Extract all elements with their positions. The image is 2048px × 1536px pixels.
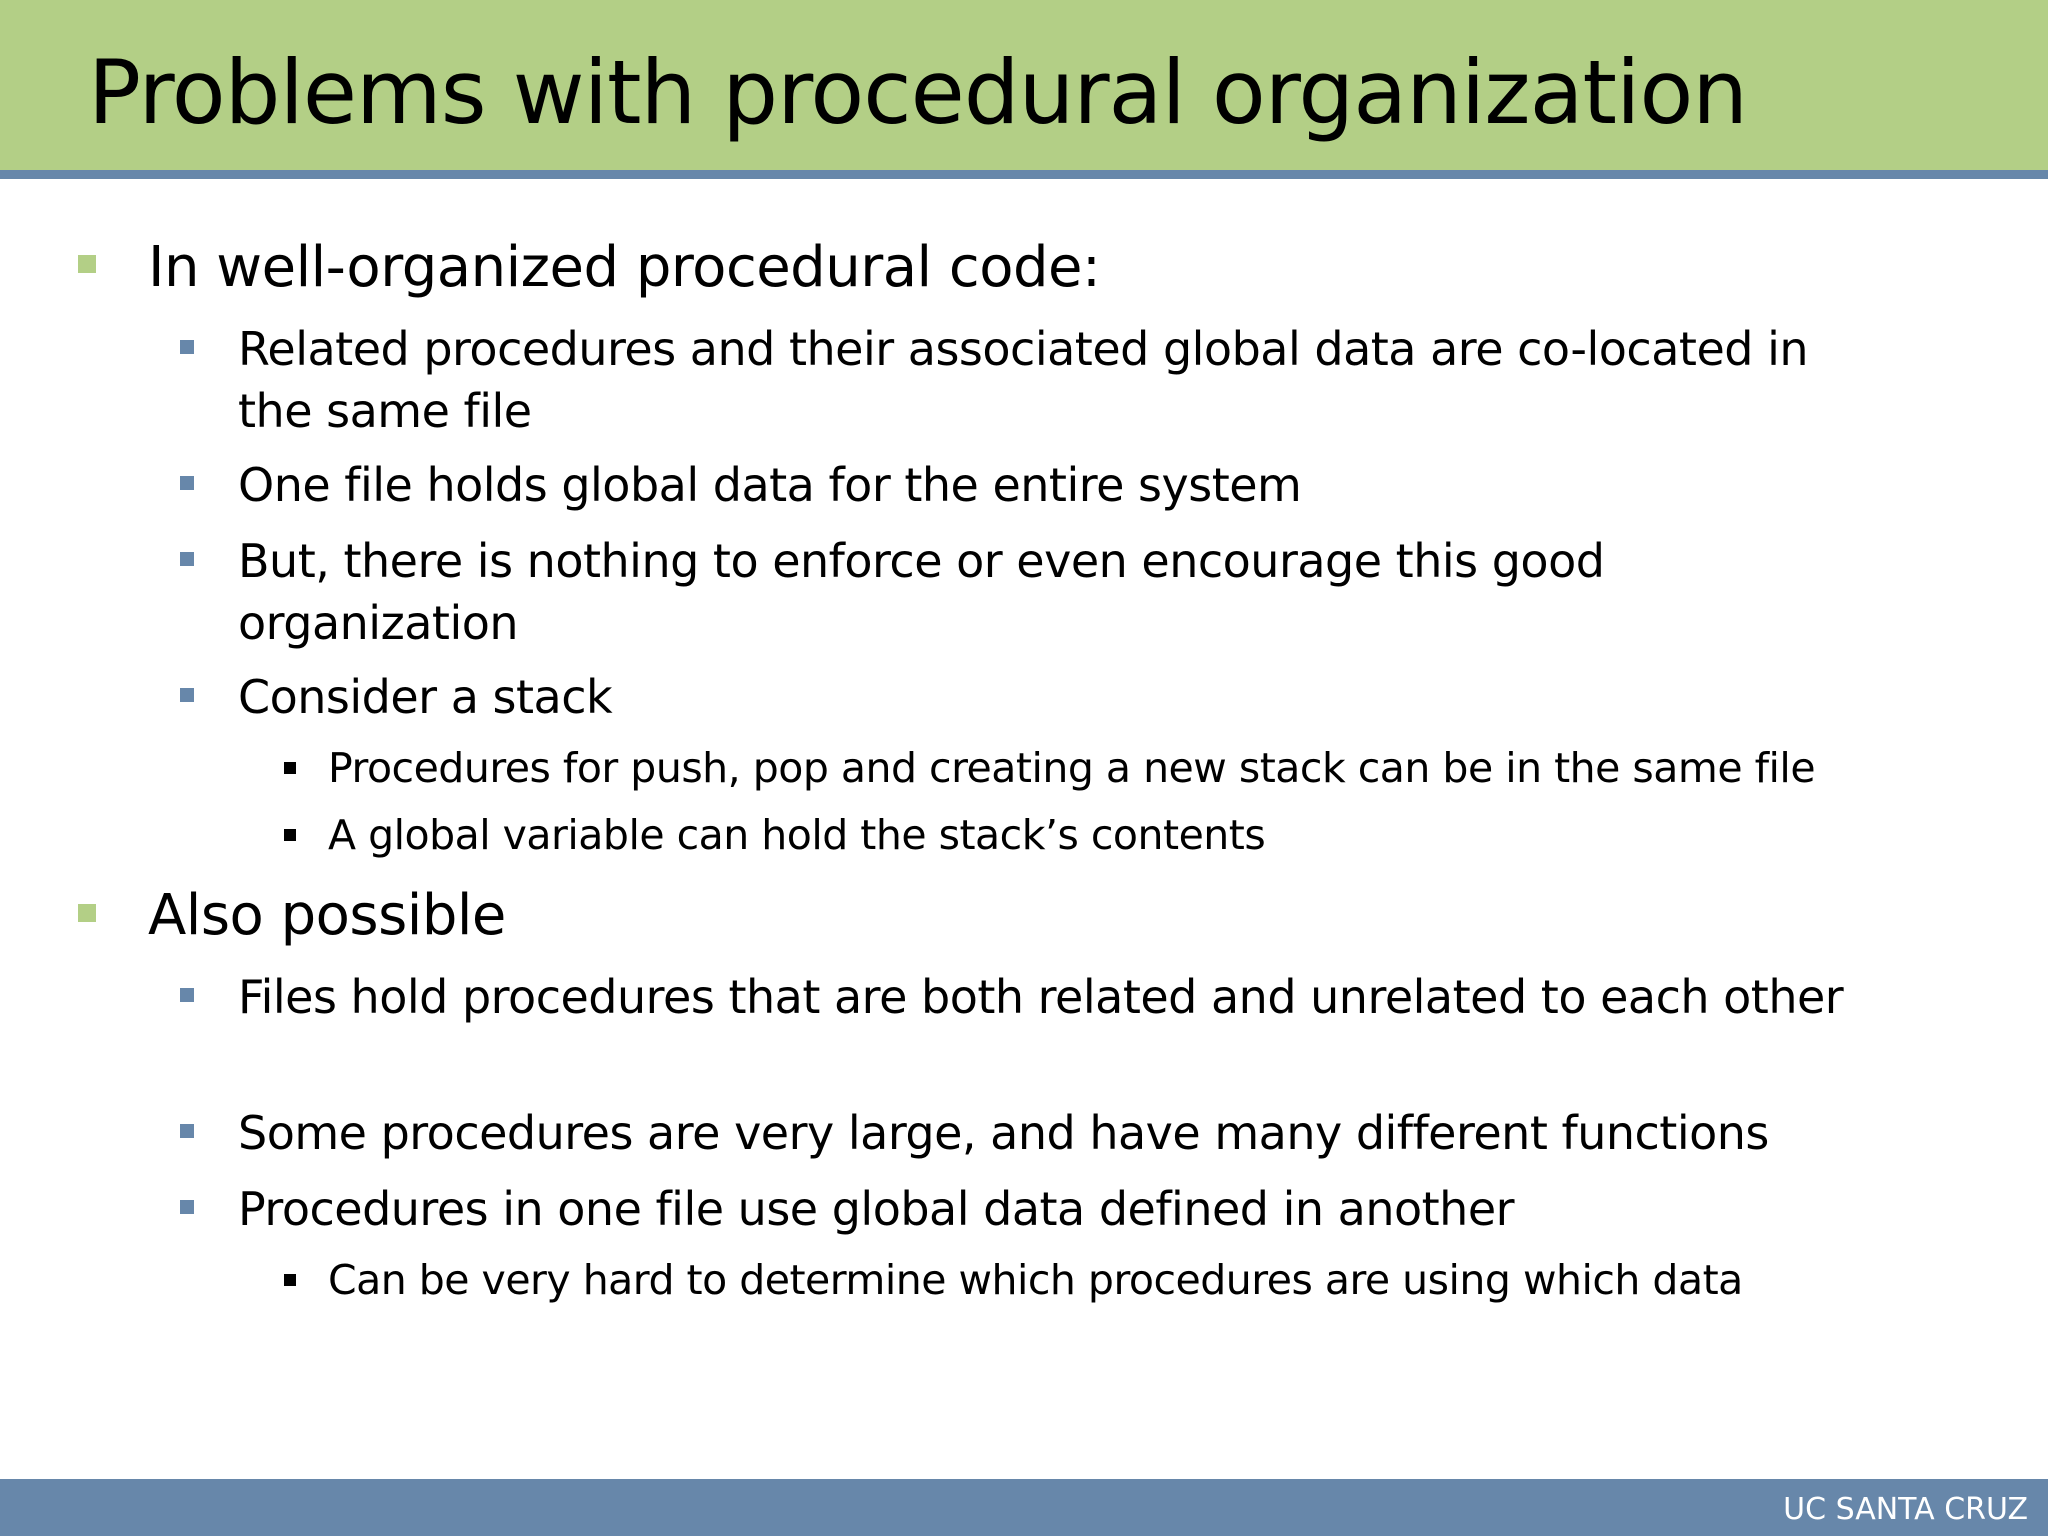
footer-bar bbox=[0, 1479, 2048, 1536]
level1-bullet-square-icon bbox=[78, 904, 96, 922]
bullet-level1-text: Also possible bbox=[148, 883, 506, 948]
bullet-level2-text: One file holds global data for the entire system bbox=[238, 458, 1302, 512]
level3-bullet-square-icon bbox=[284, 829, 296, 841]
level2-bullet-square-icon bbox=[180, 476, 194, 490]
bullet-level2-text: But, there is nothing to enforce or even encourage this good organization bbox=[238, 534, 1605, 650]
level2-bullet-square-icon bbox=[180, 1124, 194, 1138]
level2-bullet-square-icon bbox=[180, 988, 194, 1002]
bullet-level2-text: Procedures in one file use global data defined in another bbox=[238, 1182, 1515, 1236]
footer-institution-label: UC SANTA CRUZ bbox=[1783, 1492, 2028, 1527]
bullet-level3-text: A global variable can hold the stack’s contents bbox=[328, 811, 1266, 859]
level1-bullet-square-icon bbox=[78, 255, 96, 273]
slide-title: Problems with procedural organization bbox=[88, 41, 1748, 144]
bullet-level2-text: Related procedures and their associated global data are co-located in the same file bbox=[238, 322, 1808, 438]
bullet-level3-text: Can be very hard to determine which procedures are using which data bbox=[328, 1256, 1743, 1304]
bullet-level2-text: Files hold procedures that are both related and unrelated to each other bbox=[238, 970, 1844, 1024]
bullet-level2-text: Some procedures are very large, and have many different functions bbox=[238, 1106, 1769, 1160]
level2-bullet-square-icon bbox=[180, 552, 194, 566]
bullet-level2-text: Consider a stack bbox=[238, 670, 613, 724]
level2-bullet-square-icon bbox=[180, 340, 194, 354]
bullet-level3-text: Procedures for push, pop and creating a new stack can be in the same file bbox=[328, 744, 1816, 792]
level2-bullet-square-icon bbox=[180, 1200, 194, 1214]
level3-bullet-square-icon bbox=[284, 1274, 296, 1286]
bullet-level1-text: In well-organized procedural code: bbox=[148, 235, 1101, 300]
level3-bullet-square-icon bbox=[284, 762, 296, 774]
level2-bullet-square-icon bbox=[180, 688, 194, 702]
